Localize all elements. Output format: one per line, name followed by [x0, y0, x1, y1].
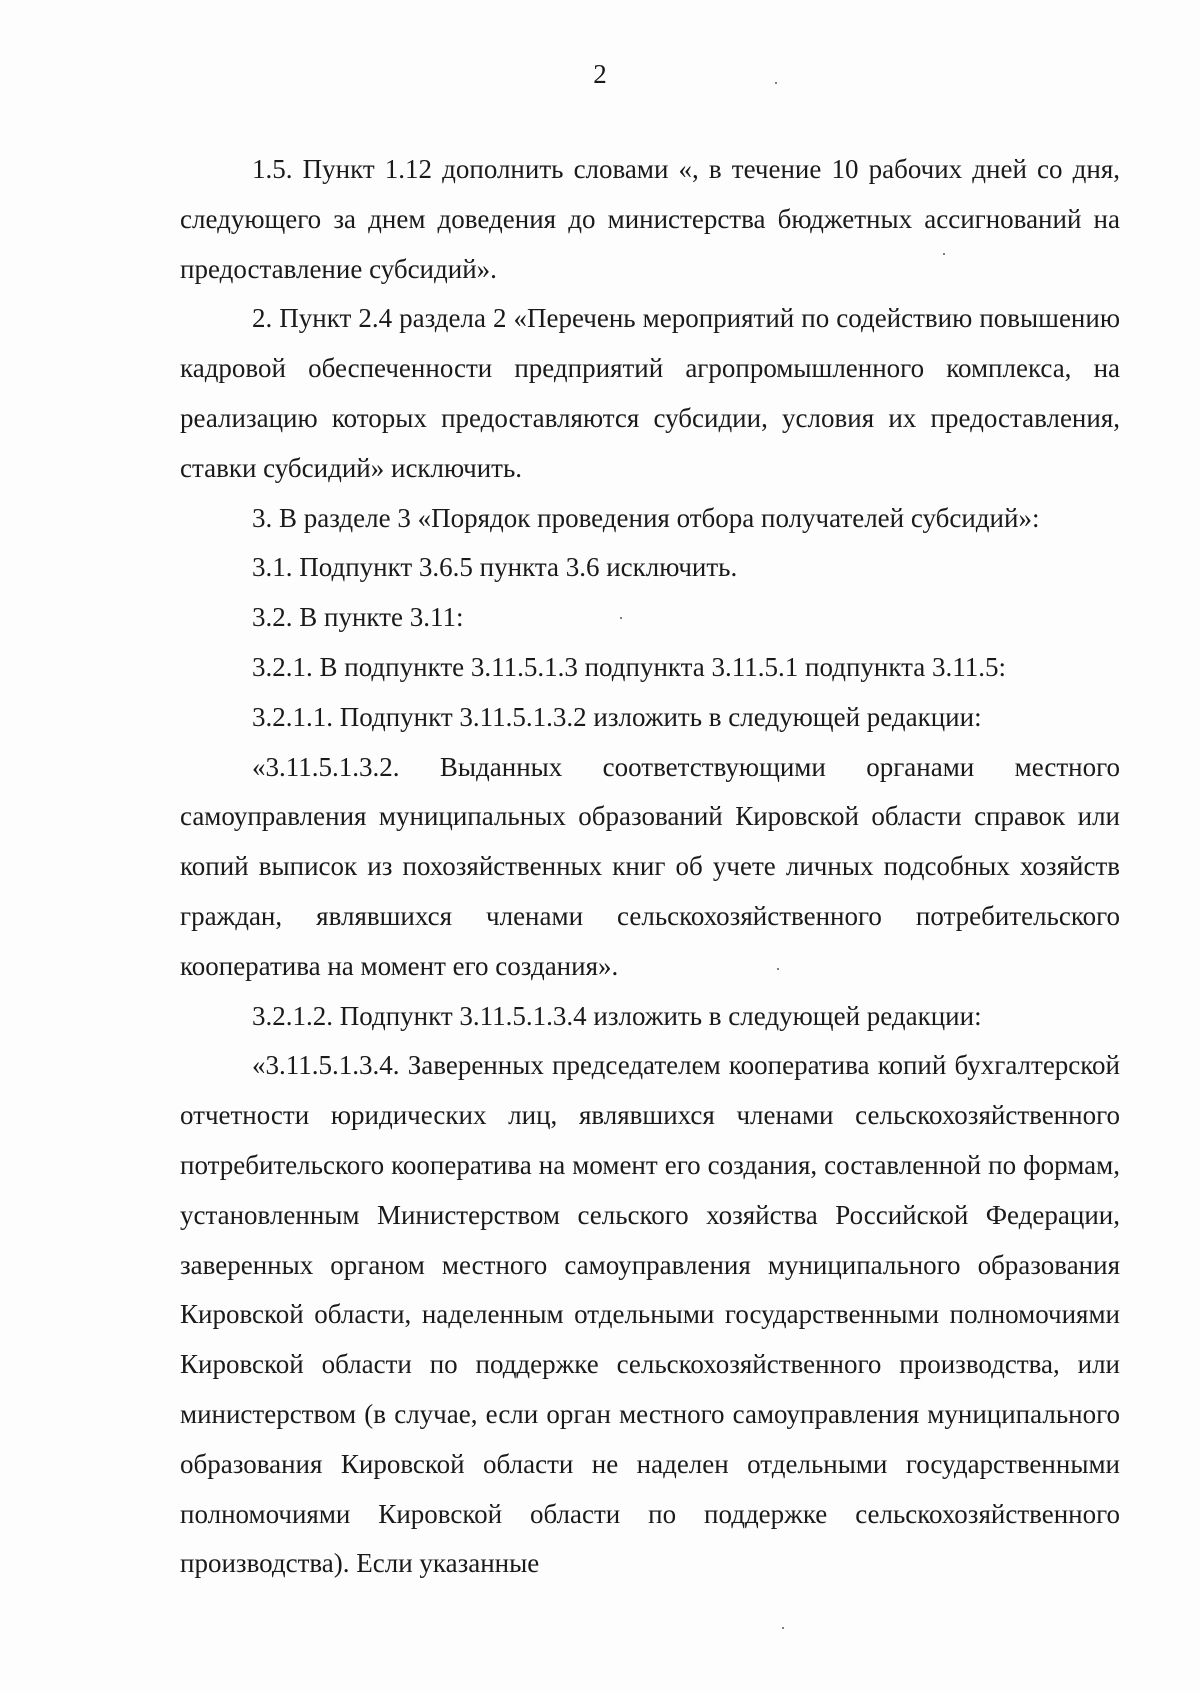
- paragraph-3-1: 3.1. Подпункт 3.6.5 пункта 3.6 исключить.: [252, 552, 738, 583]
- paragraph-3-2-1: 3.2.1. В подпункте 3.11.5.1.3 подпункта 3.11.5.1 подпункта 3.11.5:: [252, 651, 1006, 682]
- paragraph-3: 3. В разделе 3 «Порядок проведения отбора получателей субсидий»:: [252, 502, 1040, 533]
- quoted-paragraph-3-11-5-1-3-4: «3.11.5.1.3.4. Заверенных председателем кооператива копий бухгалтерской отчетности юридических лиц, являвшихся членами сельскохозяйственного потребительского кооператива на момент его создания, составленной по формам, установленным Министерством сельского хозяйства Российской Федерации, заверенных органом местного самоуправления муниципального образования Кировской области, наделенным отдельными государственными полномочиями Кировской области по поддержке сельскохозяйственного производства, или министерством (в случае, если орган местного самоуправления муниципального образования Кировской области не наделен отдельными государственными полномочиями Кировской области по поддержке сельскохозяйственного производства). Если указанные: [180, 1050, 1120, 1579]
- scan-speck: [782, 1627, 784, 1629]
- page-number: 2: [593, 59, 607, 89]
- quoted-paragraph-3-11-5-1-3-2: «3.11.5.1.3.2. Выданных соответствующими органами местного самоуправления муниципальных образований Кировской области справок или копий выписок из похозяйственных книг об учете личных подсобных хозяйств граждан, являвшихся членами сельскохозяйственного потребительского кооператива на момент его создания».: [180, 751, 1120, 981]
- paragraph-1-5: 1.5. Пункт 1.12 дополнить словами «, в течение 10 рабочих дней со дня, следующего за днем доведения до министерства бюджетных ассигнований на предоставление субсидий».: [180, 154, 1120, 284]
- paragraph-3-2: 3.2. В пункте 3.11:: [252, 602, 464, 633]
- document-body: [180, 145, 1120, 1589]
- paragraph-2: 2. Пункт 2.4 раздела 2 «Перечень мероприятий по содействию повышению кадровой обеспеченности предприятий агропромышленного комплекса, на реализацию которых предоставляются субсидии, условия их предоставления, ставки субсидий» исключить.: [180, 303, 1120, 483]
- scan-speck: [620, 617, 622, 619]
- scan-speck: [777, 968, 779, 970]
- paragraph-3-2-1-1: 3.2.1.1. Подпункт 3.11.5.1.3.2 изложить в следующей редакции:: [252, 701, 982, 732]
- scan-speck: [775, 82, 777, 84]
- scan-speck: [943, 253, 945, 255]
- paragraph-3-2-1-2: 3.2.1.2. Подпункт 3.11.5.1.3.4 изложить в следующей редакции:: [252, 1000, 982, 1031]
